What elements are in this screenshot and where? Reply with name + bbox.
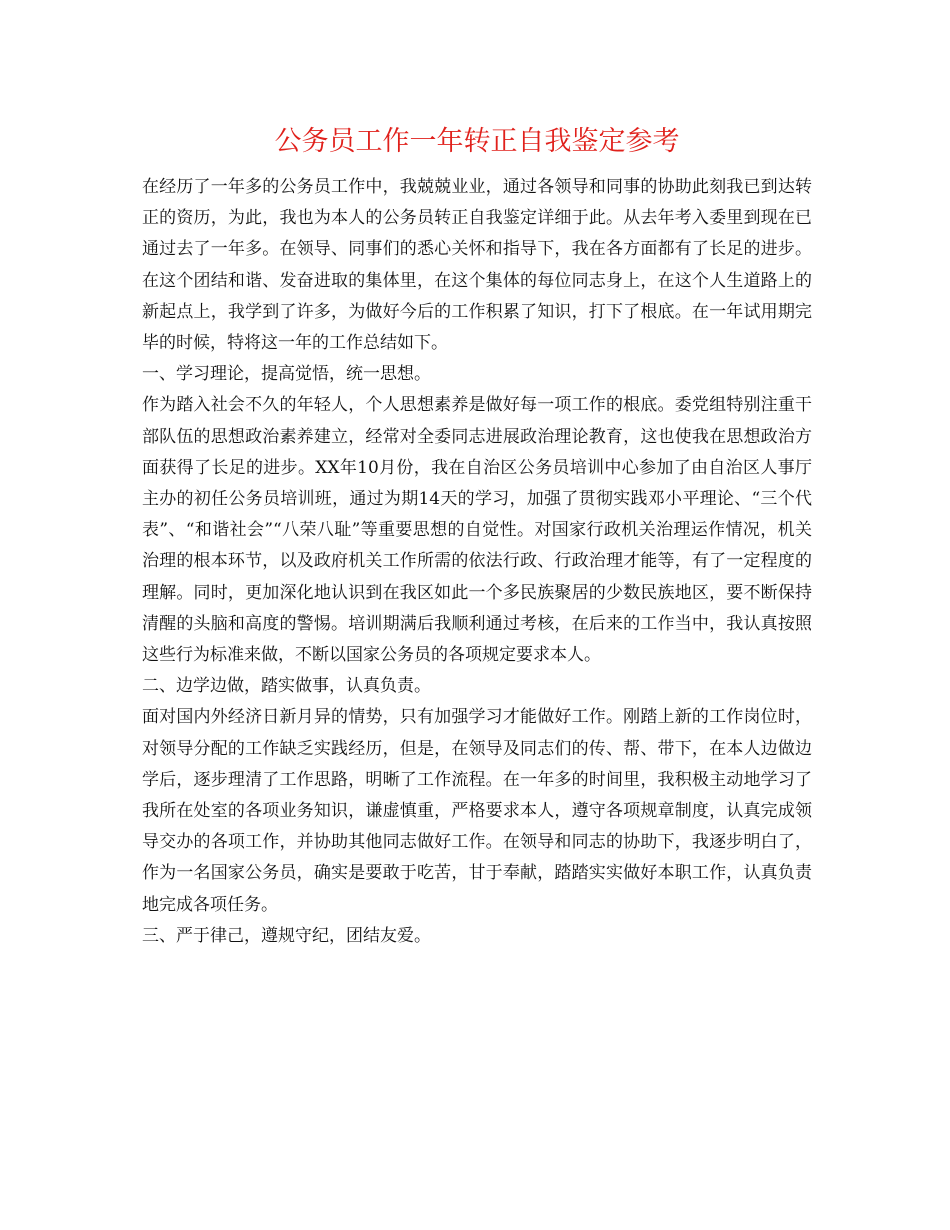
document-title: 公务员工作一年转正自我鉴定参考 — [274, 126, 680, 157]
section-heading-2: 二、边学边做，踏实做事，认真负责。 — [142, 676, 431, 697]
document-body — [142, 118, 812, 952]
section-heading-1: 一、学习理论，提高觉悟，统一思想。 — [142, 364, 431, 385]
section-2-paragraph: 面对国内外经济日新月异的情势，只有加强学习才能做好工作。刚踏上新的工作岗位时，对领导分配的工作缺乏实践经历，但是，在领导及同志们的传、帮、带下，在本人边做边学后，逐步理清了工作思路，明晰了工作流程。在一年多的时间里，我积极主动地学习了我所在处室的各项业务知识，谦虚慎重，严格要求本人，遵守各项规章制度，认真完成领导交办的各项工作，并协助其他同志做好工作。在领导和同志的协助下，我逐步明白了，作为一名国家公务员，确实是要敢于吃苦，甘于奉献，踏踏实实做好本职工作，认真负责地完成各项任务。 — [142, 707, 812, 915]
intro-paragraph: 在经历了一年多的公务员工作中，我兢兢业业，通过各领导和同事的协助此刻我已到达转正的资历，为此，我也为本人的公务员转正自我鉴定详细于此。从去年考入委里到现在已通过去了一年多。在领导、同事们的悉心关怀和指导下，我在各方面都有了长足的进步。在这个团结和谐、发奋进取的集体里，在这个集体的每位同志身上，在这个人生道路上的新起点上，我学到了许多，为做好今后的工作积累了知识，打下了根底。在一年试用期完毕的时候，特将这一年的工作总结如下。 — [142, 177, 812, 354]
section-heading-3: 三、严于律己，遵规守纪，团结友爱。 — [142, 925, 431, 946]
section-1-paragraph: 作为踏入社会不久的年轻人，个人思想素养是做好每一项工作的根底。委党组特别注重干部队伍的思想政治素养建立，经常对全委同志进展政治理论教育，这也使我在思想政治方面获得了长足的进步。XX年10月份，我在自治区公务员培训中心参加了由自治区人事厅主办的初任公务员培训班，通过为期14天的学习，加强了贯彻实践邓小平理论、“三个代表”、“和谐社会”“八荣八耻”等重要思想的自觉性。对国家行政机关治理运作情况，机关治理的根本环节，以及政府机关工作所需的依法行政、行政治理才能等，有了一定程度的理解。同时，更加深化地认识到在我区如此一个多民族聚居的少数民族地区，要不断保持清醒的头脑和高度的警惕。培训期满后我顺利通过考核，在后来的工作当中，我认真按照这些行为标准来做，不断以国家公务员的各项规定要求本人。 — [142, 395, 812, 666]
